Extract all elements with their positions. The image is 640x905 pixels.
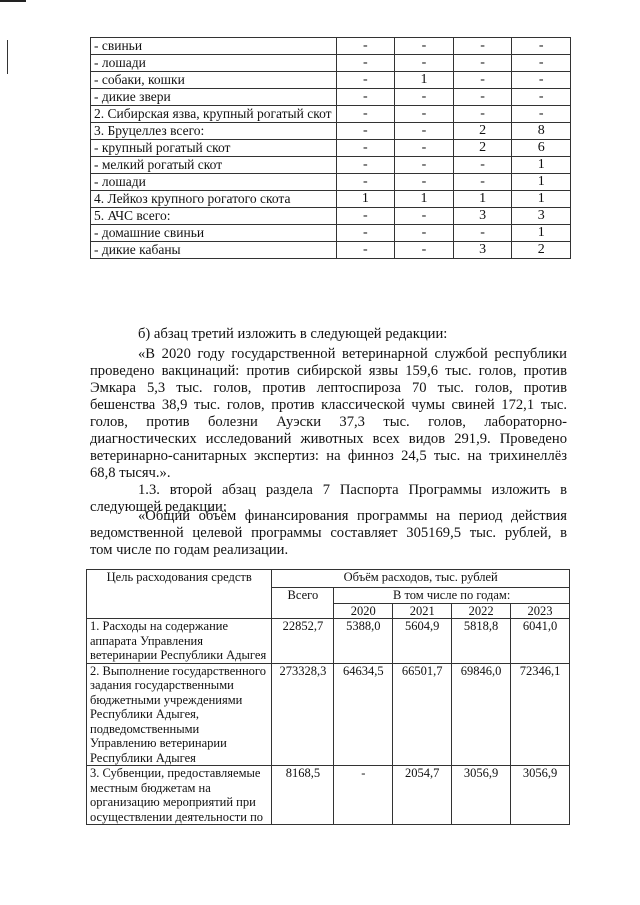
header-year: 2022 <box>452 603 511 619</box>
row-value: - <box>453 174 512 191</box>
row-label: 2. Сибирская язва, крупный рогатый скот <box>91 106 337 123</box>
text-line: «Общий объём финансирования программы на период действия <box>138 508 567 524</box>
row-value: - <box>336 106 395 123</box>
table-row <box>91 106 571 123</box>
row-label: - лошади <box>91 55 337 72</box>
row-value: - <box>336 208 395 225</box>
row-value: - <box>336 55 395 72</box>
margin-mark <box>7 40 8 74</box>
header-year: 2023 <box>511 603 570 619</box>
text-line: том числе по годам реализации. <box>90 542 289 558</box>
table-row <box>87 619 570 664</box>
row-value: - <box>336 242 395 259</box>
row-year-value: 3056,9 <box>511 766 570 825</box>
row-value: 1 <box>512 157 571 174</box>
paragraph-b <box>90 326 567 343</box>
row-value: - <box>453 38 512 55</box>
row-label: 1. Расходы на содержание аппарата Управления ветеринарии Республики Адыгея <box>87 619 272 664</box>
row-value: - <box>453 106 512 123</box>
header-year: 2021 <box>393 603 452 619</box>
row-label: - крупный рогатый скот <box>91 140 337 157</box>
row-value: 2 <box>453 123 512 140</box>
header-year: 2020 <box>334 603 393 619</box>
text-line: следующей редакции: <box>90 499 227 515</box>
row-value: - <box>453 72 512 89</box>
page-edge-mark <box>0 0 26 2</box>
row-value: - <box>336 72 395 89</box>
row-label: - собаки, кошки <box>91 72 337 89</box>
paragraph-b-text: б) абзац третий изложить в следующей редакции: <box>138 326 448 342</box>
row-label: - лошади <box>91 174 337 191</box>
row-value: - <box>336 38 395 55</box>
table-row <box>91 140 571 157</box>
text-line: ветеринарно-санитарных экспертиз: на финноз 24,5 тыс. на трихинеллёз <box>90 448 567 464</box>
row-total: 273328,3 <box>272 663 334 766</box>
expenses-table <box>86 569 570 825</box>
row-value: 1 <box>395 72 454 89</box>
row-value: - <box>512 38 571 55</box>
header-total: Всего <box>272 588 334 619</box>
row-value: 8 <box>512 123 571 140</box>
row-value: - <box>395 157 454 174</box>
row-value: - <box>512 89 571 106</box>
row-label: 2. Выполнение государственного задания государственными бюджетными учреждениями Республики Адыгея, подведомственными Управлению ветеринарии Республики Адыгея <box>87 663 272 766</box>
row-value: - <box>336 174 395 191</box>
row-value: - <box>395 89 454 106</box>
row-label: - мелкий рогатый скот <box>91 157 337 174</box>
row-year-value: 5604,9 <box>393 619 452 664</box>
row-year-value: 6041,0 <box>511 619 570 664</box>
row-year-value: - <box>334 766 393 825</box>
row-value: 3 <box>453 208 512 225</box>
row-value: - <box>395 55 454 72</box>
text-line: 68,8 тысяч.». <box>90 465 171 481</box>
row-year-value: 5388,0 <box>334 619 393 664</box>
text-line: «В 2020 году государственной ветеринарной службой республики <box>138 346 567 362</box>
text-line: ведомственной целевой программы составляет 305169,5 тыс. рублей, в <box>90 525 567 541</box>
quote-financing <box>90 508 567 559</box>
row-year-value: 66501,7 <box>393 663 452 766</box>
table-row <box>91 225 571 242</box>
row-year-value: 69846,0 <box>452 663 511 766</box>
row-value: 3 <box>453 242 512 259</box>
quote-vaccination <box>90 346 567 482</box>
row-label: - дикие кабаны <box>91 242 337 259</box>
row-value: 3 <box>512 208 571 225</box>
row-value: - <box>395 140 454 157</box>
row-value: - <box>336 140 395 157</box>
row-value: - <box>395 174 454 191</box>
row-value: 6 <box>512 140 571 157</box>
table-row <box>91 123 571 140</box>
row-total: 22852,7 <box>272 619 334 664</box>
row-value: 1 <box>395 191 454 208</box>
header-volume: Объём расходов, тыс. рублей <box>272 570 570 588</box>
row-label: 4. Лейкоз крупного рогатого скота <box>91 191 337 208</box>
row-value: - <box>512 72 571 89</box>
table-row <box>91 208 571 225</box>
text-line: бешенства 38,9 тыс. голов, против классической чумы свиней 172,1 тыс. <box>90 397 567 413</box>
diseases-table <box>90 37 571 259</box>
table-row <box>91 191 571 208</box>
row-value: - <box>395 225 454 242</box>
row-value: - <box>453 89 512 106</box>
row-value: - <box>395 106 454 123</box>
text-line: 1.3. второй абзац раздела 7 Паспорта Программы изложить в <box>138 482 567 498</box>
row-value: - <box>395 208 454 225</box>
table-row <box>91 72 571 89</box>
row-value: - <box>336 123 395 140</box>
table-row <box>87 766 570 825</box>
row-label: 3. Бруцеллез всего: <box>91 123 337 140</box>
table-row <box>91 242 571 259</box>
table-row <box>87 663 570 766</box>
row-value: 1 <box>453 191 512 208</box>
row-value: 1 <box>336 191 395 208</box>
table-row <box>91 55 571 72</box>
row-value: - <box>336 225 395 242</box>
row-value: - <box>395 242 454 259</box>
row-value: 2 <box>512 242 571 259</box>
row-value: - <box>512 106 571 123</box>
row-label: - домашние свиньи <box>91 225 337 242</box>
header-by-years: В том числе по годам: <box>334 588 570 604</box>
row-year-value: 3056,9 <box>452 766 511 825</box>
row-total: 8168,5 <box>272 766 334 825</box>
row-value: - <box>453 157 512 174</box>
text-line: проведено вакцинаций: против сибирской язвы 159,6 тыс. голов, против <box>90 363 567 379</box>
text-line: диагностических исследований животных всех видов 291,9. Проведено <box>90 431 567 447</box>
row-value: - <box>336 157 395 174</box>
row-value: - <box>336 89 395 106</box>
row-value: 2 <box>453 140 512 157</box>
table-row <box>91 157 571 174</box>
row-value: - <box>512 55 571 72</box>
table-row <box>91 38 571 55</box>
row-value: - <box>395 38 454 55</box>
row-year-value: 64634,5 <box>334 663 393 766</box>
row-value: 1 <box>512 174 571 191</box>
table-row <box>91 174 571 191</box>
text-line: голов, против болезни Ауэски 37,3 тыс. голов, лабораторно- <box>90 414 567 430</box>
row-label: 5. АЧС всего: <box>91 208 337 225</box>
header-purpose: Цель расходования средств <box>87 570 272 619</box>
row-label: 3. Субвенции, предоставляемые местным бюджетам на организацию мероприятий при осуществлении деятельности по <box>87 766 272 825</box>
row-label: - свиньи <box>91 38 337 55</box>
row-value: - <box>453 55 512 72</box>
row-value: 1 <box>512 191 571 208</box>
row-value: 1 <box>512 225 571 242</box>
row-year-value: 5818,8 <box>452 619 511 664</box>
row-year-value: 2054,7 <box>393 766 452 825</box>
row-label: - дикие звери <box>91 89 337 106</box>
row-value: - <box>453 225 512 242</box>
text-line: Эмкара 5,3 тыс. голов, против лептоспироза 70 тыс. голов, против <box>90 380 567 396</box>
table-row <box>91 89 571 106</box>
row-year-value: 72346,1 <box>511 663 570 766</box>
row-value: - <box>395 123 454 140</box>
